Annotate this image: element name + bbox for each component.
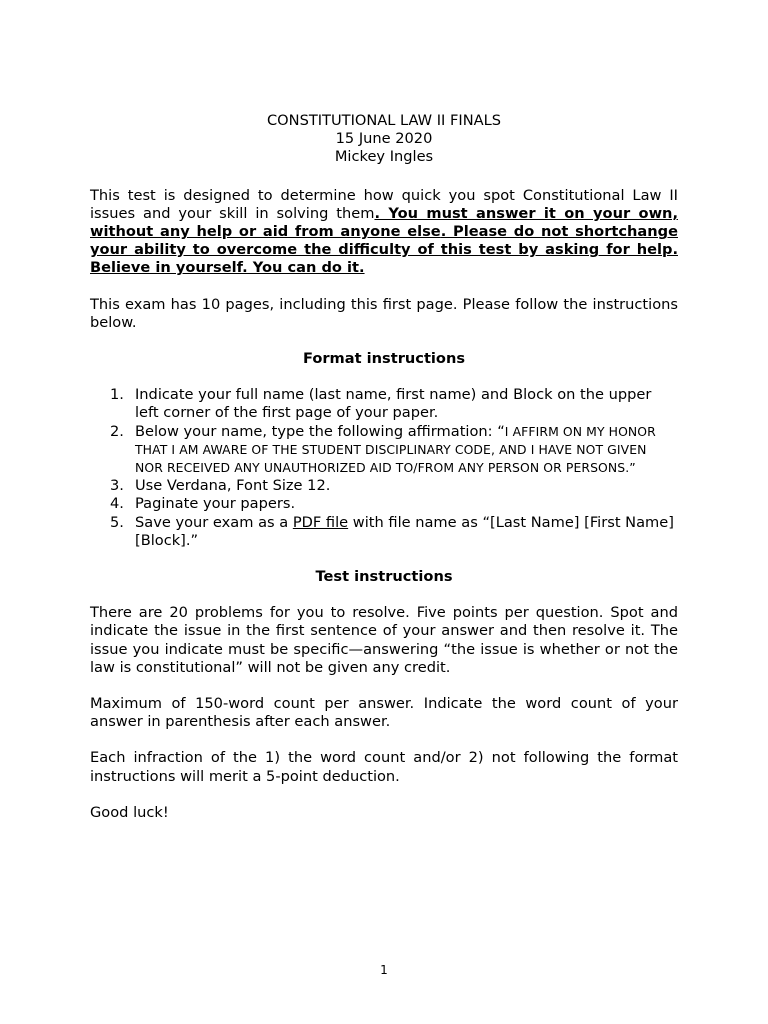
test-paragraph-word-count: Maximum of 150-word count per answer. Indicate the word count of your answer in parenthesis after each answer. bbox=[90, 695, 678, 731]
list-item-text: Use Verdana, Font Size 12. bbox=[135, 477, 331, 495]
list-item-number: 1. bbox=[110, 386, 124, 404]
list-item bbox=[90, 495, 678, 513]
list-item-text: Below your name, type the following affirmation: “ bbox=[135, 422, 505, 440]
list-item bbox=[90, 386, 678, 422]
closing-text: Good luck! bbox=[90, 803, 169, 821]
list-item-text: Save your exam as a bbox=[135, 513, 293, 531]
test-instructions-heading: Test instructions bbox=[315, 568, 453, 586]
list-item-number: 5. bbox=[110, 513, 124, 531]
list-item bbox=[90, 514, 678, 550]
list-item-text-after: with file name as “[Last Name] [First Name] [Block].” bbox=[135, 513, 674, 549]
test-paragraph-problems: There are 20 problems for you to resolve. Five points per question. Spot and indicate the issue in the first sentence of your answer and then resolve it. The issue you indicate must be specific—answering “the issue is whether or not the law is constitutional” will not be given any credit. bbox=[90, 604, 678, 676]
list-item-number: 4. bbox=[110, 495, 124, 513]
page-content bbox=[90, 112, 678, 822]
list-item bbox=[90, 477, 678, 495]
pages-note: This exam has 10 pages, including this first page. Please follow the instructions below. bbox=[90, 295, 678, 331]
list-item bbox=[90, 423, 678, 478]
list-item-number: 2. bbox=[110, 422, 124, 440]
affirmation-text: I AFFIRM ON MY HONOR THAT I AM AWARE OF THE STUDENT DISCIPLINARY CODE, AND I HAVE NOT GIVEN NOR RECEIVED ANY UNAUTHORIZED AID TO/FROM ANY PERSON OR PERSONS.” bbox=[135, 423, 656, 476]
exam-author: Mickey Ingles bbox=[334, 148, 434, 166]
exam-header bbox=[90, 112, 678, 167]
format-instructions-heading: Format instructions bbox=[302, 350, 466, 368]
list-item-number: 3. bbox=[110, 477, 124, 495]
pdf-file-link[interactable]: PDF file bbox=[292, 513, 349, 531]
test-paragraph-infraction: Each infraction of the 1) the word count and/or 2) not following the format instructions will merit a 5-point deduction. bbox=[90, 749, 678, 785]
intro-paragraph bbox=[90, 187, 678, 278]
page-number: 1 bbox=[380, 963, 388, 977]
list-item-text: Indicate your full name (last name, first name) and Block on the upper left corner of the first page of your paper. bbox=[135, 386, 652, 422]
list-item-text: Paginate your papers. bbox=[135, 495, 296, 513]
exam-date: 15 June 2020 bbox=[335, 130, 433, 148]
intro-bold-own: . You must answer it on your own, without any help or aid from anyone else bbox=[90, 204, 678, 241]
intro-text: This test is designed to determine how quick you spot Constitutional Law II issues and your skill in solving them bbox=[90, 186, 678, 222]
exam-title: CONSTITUTIONAL LAW II FINALS bbox=[266, 112, 501, 129]
intro-bold-believe: . Please do not shortchange your ability to overcome the difficulty of this test by asking for help. Believe in yourself. You can do it. bbox=[90, 223, 678, 277]
format-instructions-list bbox=[90, 386, 678, 550]
